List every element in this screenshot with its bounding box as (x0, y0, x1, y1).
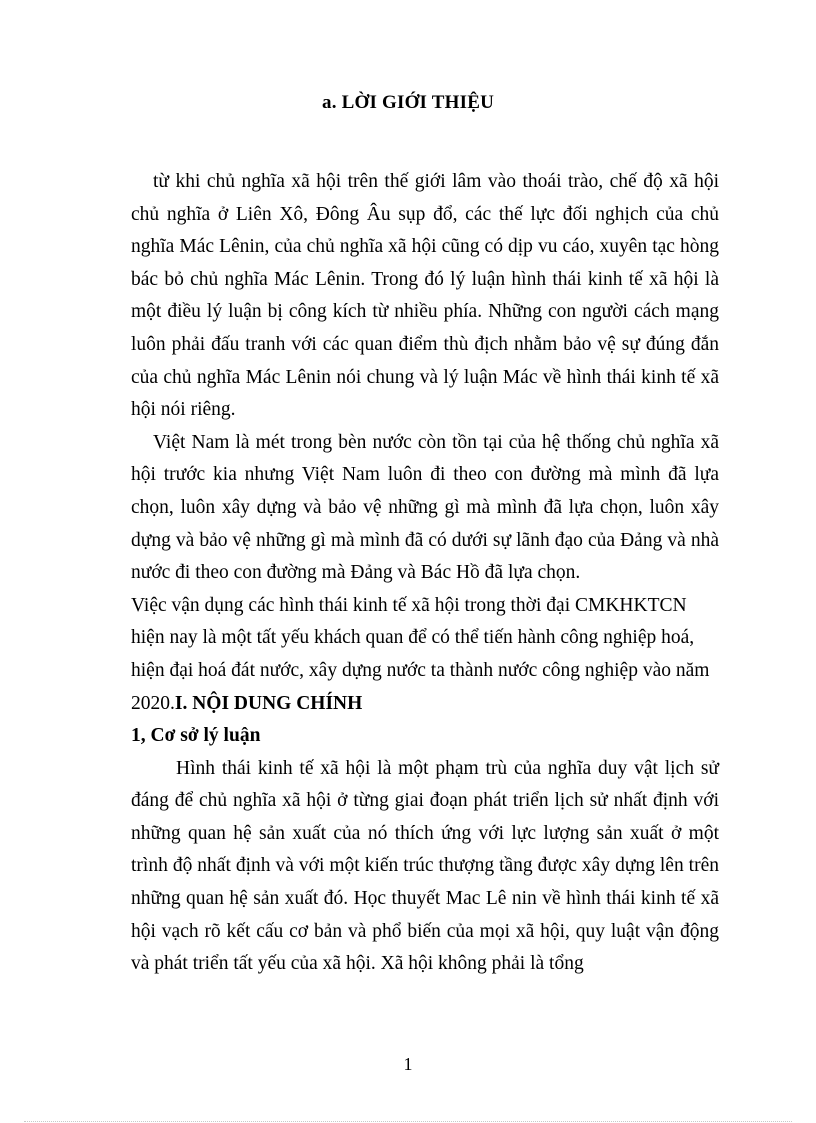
paragraph-intro-2: Việt Nam là mét trong bèn nước còn tồn tại của hệ thống chủ nghĩa xã hội trước kia nhưng Việt Nam luôn đi theo con đường mà mình đã lựa chọn, luôn xây dựng và bảo vệ những gì mà mình đã lựa chọn, luôn xây dựng và bảo vệ những gì mà mình đã có dưới sự lãnh đạo của Đảng và nhà nước đi theo con đường mà Đảng và Bác Hồ đã lựa chọn. (131, 431, 719, 584)
document-body (131, 166, 719, 981)
page-heading: a. LỜI GIỚI THIỆU (322, 92, 494, 113)
page-number: 1 (403, 1054, 413, 1074)
paragraph-intro-1: từ khi chủ nghĩa xã hội trên thế giới lâm vào thoái trào, chế độ xã hội chủ nghĩa ở Liên Xô, Đông Âu sụp đổ, các thế lực đối nghịch của chủ nghĩa Mác Lênin, của chủ nghĩa xã hội cũng có dịp vu cáo, xuyên tạc hòng bác bỏ chủ nghĩa Mác Lênin. Trong đó lý luận hình thái kinh tế xã hội là một điều lý luận bị công kích từ nhiều phía. Những con người cách mạng luôn phải đấu tranh với các quan điểm thù địch nhằm bảo vệ sự đúng đắn của chủ nghĩa Mác Lênin nói chung và lý luận Mác về hình thái kinh tế xã hội nói riêng. (131, 171, 719, 421)
section-heading-main-content: I. NỘI DUNG CHÍNH (174, 692, 363, 714)
paragraph-intro-3 (131, 590, 719, 720)
paragraph-intro-3-text: Việc vận dụng các hình thái kinh tế xã hội trong thời đại CMKHKTCN hiện nay là một tất yếu khách quan để có thể tiến hành công nghiệp hoá, hiện đại hoá đát nước, xây dựng nước ta thành nước công nghiệp vào năm 2020. (131, 594, 710, 714)
section-title-theory: 1, Cơ sở lý luận (131, 725, 261, 747)
paragraph-theory: Hình thái kinh tế xã hội là một phạm trù của nghĩa duy vật lịch sử đáng để chủ nghĩa xã hội ở từng giai đoạn phát triển lịch sử nhất định với những quan hệ sản xuất của nó thích ứng với lực lượng sản xuất ở một trình độ nhất định và với một kiến trúc thượng tầng được xây dựng lên trên những quan hệ sản xuất đó. Học thuyết Mac Lê nin về hình thái kinh tế xã hội vạch rõ kết cấu cơ bản và phổ biến của mọi xã hội, quy luật vận động và phát triển tất yếu của xã hội. Xã hội không phải là tổng (131, 757, 719, 975)
page-bottom-divider (24, 1121, 792, 1122)
